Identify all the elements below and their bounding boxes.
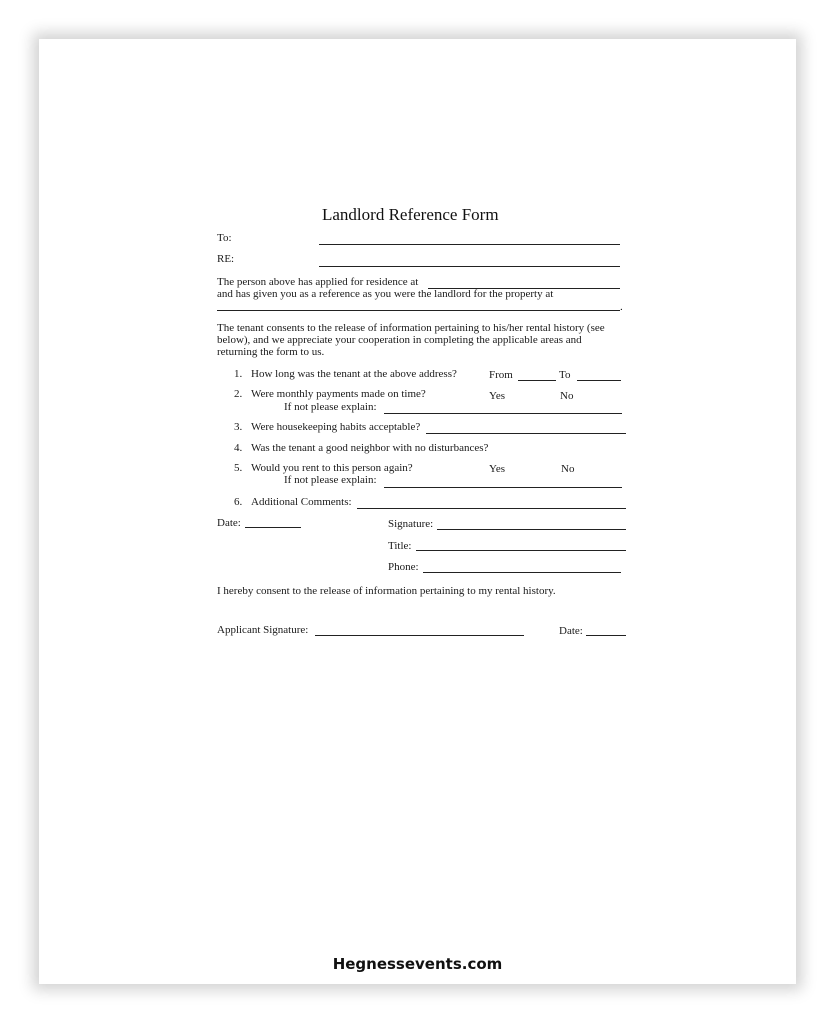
applicant-signature-field[interactable] — [315, 635, 524, 636]
question-5-text: Would you rent to this person again? — [251, 462, 413, 474]
question-2-explain-label: If not please explain: — [284, 401, 377, 413]
question-2-text: Were monthly payments made on time? — [251, 388, 426, 400]
property-address-field[interactable] — [217, 310, 620, 311]
consent-paragraph-line-1: The tenant consents to the release of information pertaining to his/her rental history (see — [217, 322, 605, 334]
question-5-number: 5. — [234, 462, 243, 474]
title-label: Title: — [388, 540, 412, 552]
question-1-text: How long was the tenant at the above address? — [251, 368, 457, 380]
intro-period: . — [620, 301, 623, 313]
applicant-consent-text: I hereby consent to the release of information pertaining to my rental history. — [217, 585, 556, 597]
question-6-number: 6. — [234, 496, 243, 508]
applicant-date-field[interactable] — [586, 635, 626, 636]
title-field[interactable] — [416, 550, 626, 551]
consent-paragraph-line-2: below), and we appreciate your cooperation in completing the applicable areas and — [217, 334, 582, 346]
to-field[interactable] — [319, 244, 620, 245]
question-4-text: Was the tenant a good neighbor with no disturbances? — [251, 442, 489, 454]
question-1-to-field[interactable] — [577, 380, 621, 381]
question-1-from-label: From — [489, 369, 513, 381]
phone-field[interactable] — [423, 572, 621, 573]
question-2-number: 2. — [234, 388, 243, 400]
question-3-text: Were housekeeping habits acceptable? — [251, 421, 421, 433]
watermark-footer: Hegnessevents.com — [332, 955, 503, 973]
applicant-date-label: Date: — [559, 625, 583, 637]
question-5-explain-label: If not please explain: — [284, 474, 377, 486]
question-5-no-option[interactable]: No — [561, 463, 575, 475]
question-2-no-option[interactable]: No — [560, 390, 574, 402]
question-3-number: 3. — [234, 421, 243, 433]
phone-label: Phone: — [388, 561, 419, 573]
intro-line-1: The person above has applied for residence at — [217, 276, 419, 288]
re-label: RE: — [217, 253, 235, 265]
question-5-explain-field[interactable] — [384, 487, 622, 488]
question-4-number: 4. — [234, 442, 243, 454]
question-1-to-label: To — [559, 369, 571, 381]
to-label: To: — [217, 232, 232, 244]
consent-paragraph-line-3: returning the form to us. — [217, 346, 325, 358]
question-5-yes-option[interactable]: Yes — [489, 463, 506, 475]
applicant-signature-label: Applicant Signature: — [217, 624, 309, 636]
signature-label: Signature: — [388, 518, 434, 530]
date-field[interactable] — [245, 527, 301, 528]
question-2-explain-field[interactable] — [384, 413, 622, 414]
form-title: Landlord Reference Form — [322, 205, 499, 224]
question-1-number: 1. — [234, 368, 243, 380]
signature-field[interactable] — [437, 529, 626, 530]
date-label: Date: — [217, 517, 241, 529]
intro-line-2: and has given you as a reference as you were the landlord for the property at — [217, 288, 554, 300]
re-field[interactable] — [319, 266, 620, 267]
question-3-field[interactable] — [426, 433, 626, 434]
question-6-text: Additional Comments: — [251, 496, 352, 508]
additional-comments-field[interactable] — [357, 508, 626, 509]
question-2-yes-option[interactable]: Yes — [489, 390, 506, 402]
question-1-from-field[interactable] — [518, 380, 556, 381]
